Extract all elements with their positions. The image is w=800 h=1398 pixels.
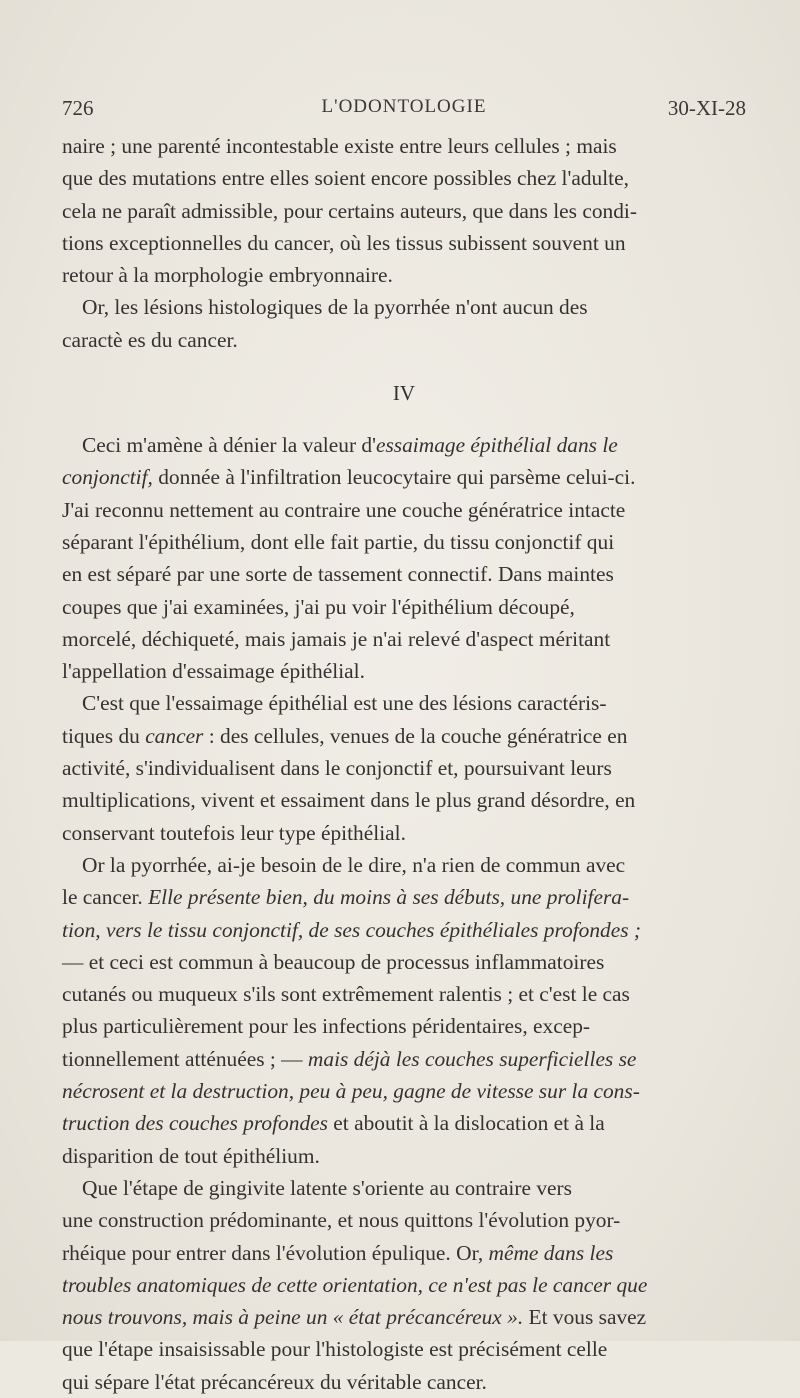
text-line (62, 881, 746, 913)
text-run: donnée à l'infiltration leucocytaire qui parsème celui-ci. (152, 465, 636, 490)
paragraph (62, 849, 746, 1172)
text-line (62, 946, 746, 978)
text-run: disparition de tout épithélium. (62, 1143, 320, 1168)
text-run: Et vous savez (523, 1305, 647, 1330)
page-header (62, 96, 746, 126)
section-heading: IV (392, 381, 416, 406)
text-run: une construction prédominante, et nous quittons l'évolution pyor- (62, 1208, 621, 1233)
text-line (62, 461, 746, 493)
text-run: J'ai reconnu nettement au contraire une couche génératrice intacte (62, 497, 626, 522)
text-line (62, 591, 746, 623)
text-line: Or, les lésions histologiques de la pyorrhée n'ont aucun des (82, 295, 588, 320)
text-line: caractè es du cancer. (62, 327, 238, 352)
text-run: en est séparé par une sorte de tassement connectif. Dans maintes (62, 562, 614, 587)
italic-text: cancer (145, 723, 204, 748)
text-line: cela ne paraît admissible, pour certains auteurs, que dans les condi- (62, 198, 637, 223)
issue-date: 30-XI-28 (667, 96, 746, 120)
text-run: l'appellation d'essaimage épithélial. (62, 659, 365, 684)
text-run: le cancer. (62, 885, 149, 910)
text-line (62, 526, 746, 558)
text-line (62, 720, 746, 752)
text-run: et aboutit à la dislocation et à la (327, 1111, 605, 1136)
text-line (62, 752, 746, 784)
text-run: tiques du (62, 723, 146, 748)
text-line (62, 914, 746, 946)
text-line: que des mutations entre elles soient encore possibles chez l'adulte, (62, 166, 629, 191)
section-body (62, 429, 746, 1398)
text-run: tionnellement atténuées ; — (62, 1046, 308, 1071)
text-run: cutanés ou muqueux s'ils sont extrêmement ralentis ; et c'est le cas (62, 982, 630, 1007)
text-line (62, 687, 746, 719)
text-line (62, 849, 746, 881)
text-run: coupes que j'ai examinées, j'ai pu voir l'épithélium découpé, (62, 594, 575, 619)
text-line (62, 1075, 746, 1107)
italic-text: Elle présente bien, du moins à ses débuts, une prolifera- (148, 885, 630, 910)
text-line (62, 1140, 746, 1172)
italic-text: truction des couches profondes (62, 1111, 328, 1136)
text-run: Que l'étape de gingivite latente s'oriente au contraire vers (82, 1175, 572, 1200)
text-line (62, 1172, 746, 1204)
text-run: que l'étape insaisissable pour l'histologiste est précisément celle (62, 1337, 608, 1362)
text-line (62, 1333, 746, 1365)
page-number: 726 (62, 96, 94, 120)
text-run: conservant toutefois leur type épithélial. (62, 820, 406, 845)
text-line (62, 1010, 746, 1042)
text-run: Ceci m'amène à dénier la valeur d' (82, 433, 376, 458)
text-run: C'est que l'essaimage épithélial est une des lésions caractéris- (82, 691, 607, 716)
text-run: Or la pyorrhée, ai-je besoin de le dire, n'a rien de commun avec (82, 852, 626, 877)
italic-text: mais déjà les couches superficielles se (307, 1046, 637, 1071)
text-line (62, 1366, 746, 1398)
text-line (62, 1269, 746, 1301)
italic-text: essaimage épithélial dans le (375, 433, 618, 458)
text-run: — et ceci est commun à beaucoup de processus inflammatoires (62, 949, 605, 974)
paragraph (62, 291, 746, 356)
text-run: séparant l'épithélium, dont elle fait partie, du tissu conjonctif qui (62, 529, 615, 554)
italic-text: même dans les (488, 1240, 614, 1265)
text-line (62, 494, 746, 526)
running-title: L'ODONTOLOGIE (321, 96, 487, 117)
italic-text: tion, vers le tissu conjonctif, de ses couches épithéliales profondes ; (62, 917, 642, 942)
text-line: retour à la morphologie embryonnaire. (62, 263, 393, 288)
text-line (62, 1107, 746, 1139)
text-run: rhéique pour entrer dans l'évolution épulique. Or, (62, 1240, 489, 1265)
text-line (62, 1043, 746, 1075)
text-line: tions exceptionnelles du cancer, où les tissus subissent souvent un (62, 230, 626, 255)
text-run: activité, s'individualisent dans le conjonctif et, poursuivant leurs (62, 756, 612, 781)
paragraph (62, 1172, 746, 1398)
text-run: plus particulièrement pour les infections péridentaires, excep- (62, 1014, 591, 1039)
text-line (62, 1237, 746, 1269)
text-line (62, 817, 746, 849)
italic-text: nous trouvons, mais à peine un « état précancéreux ». (62, 1305, 524, 1330)
text-line (62, 429, 746, 461)
paragraph (62, 130, 746, 291)
text-line (62, 1301, 746, 1333)
text-line (62, 978, 746, 1010)
paragraph (62, 687, 746, 848)
text-run: multiplications, vivent et essaiment dans le plus grand désordre, en (62, 788, 636, 813)
text-line (62, 558, 746, 590)
body-text (62, 130, 746, 1398)
italic-text: nécrosent et la destruction, peu à peu, gagne de vitesse sur la cons- (62, 1079, 640, 1104)
text-line (62, 1204, 746, 1236)
paragraph (62, 429, 746, 687)
text-line: naire ; une parenté incontestable existe entre leurs cellules ; mais (62, 134, 617, 158)
italic-text: conjonctif, (62, 465, 153, 490)
text-line (62, 784, 746, 816)
text-line (62, 623, 746, 655)
text-line (62, 655, 746, 687)
text-run: : des cellules, venues de la couche génératrice en (203, 723, 628, 748)
text-run: qui sépare l'état précancéreux du véritable cancer. (62, 1369, 487, 1394)
text-run: morcelé, déchiqueté, mais jamais je n'ai relevé d'aspect méritant (62, 626, 611, 651)
italic-text: troubles anatomiques de cette orientation, ce n'est pas le cancer que (62, 1272, 648, 1297)
